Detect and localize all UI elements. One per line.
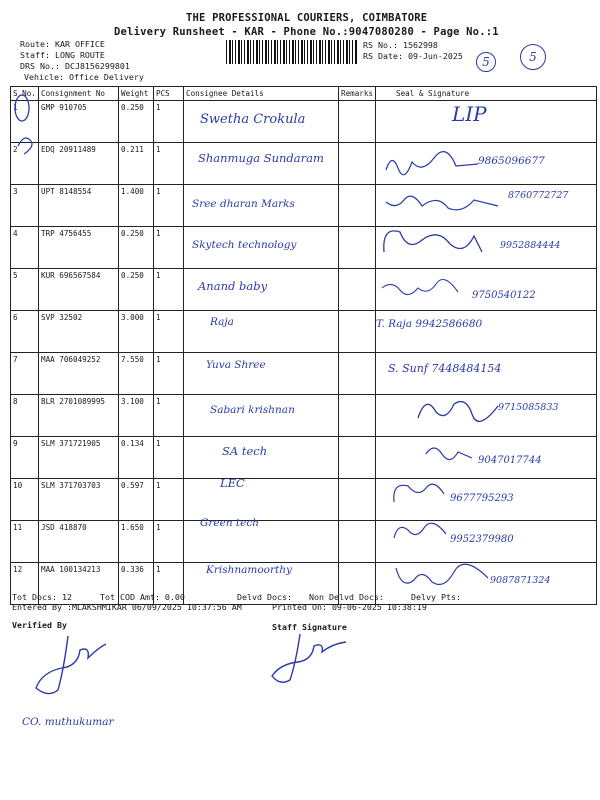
handwritten-consignee: Green tech: [200, 517, 260, 529]
row-consignment-no: GMP 910705: [39, 101, 119, 143]
row-consignment-no: JSD 418870: [39, 521, 119, 563]
signature-scribble: [412, 392, 502, 424]
row-remarks: [339, 101, 376, 143]
row-consignment-no: MAA 706049252: [39, 353, 119, 395]
col-weight: Weight: [119, 87, 154, 101]
non-delivered-docs: Non Delvd Docs:: [309, 592, 384, 602]
row-weight: 0.597: [119, 479, 154, 521]
row-remarks: [339, 311, 376, 353]
row-sno: 5: [11, 269, 39, 311]
staff-signature: [266, 628, 356, 688]
vehicle-label: Vehicle: Office Delivery: [24, 72, 144, 82]
table-row: [11, 353, 597, 395]
signature-scribble: [390, 520, 450, 544]
row-consignment-no: KUR 696567584: [39, 269, 119, 311]
rs-number: RS No.: 1562998: [363, 40, 438, 50]
signature-scribble: [382, 188, 502, 218]
handwritten-consignee: Krishnamoorthy: [206, 564, 292, 576]
seal-signature-text: 8760772727: [508, 190, 569, 201]
handwritten-consignee: Yuva Shree: [206, 359, 266, 371]
row-remarks: [339, 437, 376, 479]
row-sno: 10: [11, 479, 39, 521]
row-weight: 7.550: [119, 353, 154, 395]
row-consignment-no: SLM 371703703: [39, 479, 119, 521]
col-consignee-details: Consignee Details: [184, 87, 339, 101]
seal-signature-text: 9750540122: [472, 290, 536, 301]
row-sno: 3: [11, 185, 39, 227]
company-title: THE PROFESSIONAL COURIERS, COIMBATORE: [186, 12, 428, 24]
printed-on: Printed On: 09-06-2025 10:38:19: [272, 602, 427, 612]
table-header-row: [11, 87, 597, 101]
col-sno: S.No.: [11, 87, 39, 101]
row-sno: 7: [11, 353, 39, 395]
row-pcs: 1: [154, 143, 184, 185]
row-weight: 0.134: [119, 437, 154, 479]
delivery-points: Delvy Pts:: [411, 592, 461, 602]
row-weight: 1.400: [119, 185, 154, 227]
row-remarks: [339, 521, 376, 563]
handwritten-consignee: Shanmuga Sundaram: [198, 151, 324, 165]
row-pcs: 1: [154, 185, 184, 227]
col-pcs: PCS: [154, 87, 184, 101]
signature-scribble: [382, 148, 482, 178]
seal-signature-text: T. Raja 9942586680: [376, 318, 483, 330]
row-consignee: [184, 479, 339, 521]
handwritten-consignee: Swetha Crokula: [200, 112, 306, 127]
signature-scribble: [424, 440, 474, 464]
verifier-signature: [28, 628, 118, 703]
row-remarks: [339, 353, 376, 395]
row-sno: 9: [11, 437, 39, 479]
handwritten-consignee: Sree dharan Marks: [192, 198, 295, 210]
row-pcs: 1: [154, 563, 184, 605]
handwritten-consignee: Skytech technology: [192, 239, 297, 251]
seal-signature-text: 9952379980: [450, 534, 514, 545]
row-seal: [376, 311, 597, 353]
seal-signature-text: 9677795293: [450, 493, 514, 504]
total-docs: Tot Docs: 12: [12, 592, 72, 602]
signature-scribble: [392, 560, 492, 590]
row-pcs: 1: [154, 395, 184, 437]
handwritten-verifier-name: CO. muthukumar: [22, 716, 114, 728]
row-pcs: 1: [154, 437, 184, 479]
seal-signature-text: S. Sunf 7448484154: [388, 362, 502, 375]
row-remarks: [339, 185, 376, 227]
rs-date: RS Date: 09-Jun-2025: [363, 51, 463, 61]
row-consignee: [184, 311, 339, 353]
verified-by-label: Verified By: [12, 620, 67, 630]
row-pcs: 1: [154, 269, 184, 311]
drs-number: DRS No.: DCJ8156299801: [20, 61, 130, 71]
row-sno: 6: [11, 311, 39, 353]
row-weight: 0.250: [119, 269, 154, 311]
signature-scribble: [380, 278, 470, 302]
row-sno: 1: [11, 101, 39, 143]
row-consignment-no: SLM 371721905: [39, 437, 119, 479]
circled-mark: 5: [476, 52, 496, 72]
row-weight: 3.000: [119, 311, 154, 353]
row-weight: 0.211: [119, 143, 154, 185]
col-remarks: Remarks: [339, 87, 376, 101]
row-weight: 0.336: [119, 563, 154, 605]
seal-signature-text: 9865096677: [478, 155, 545, 167]
table-row: [11, 311, 597, 353]
handwritten-consignee: LEC: [220, 476, 245, 490]
seal-signature-text: 9952884444: [500, 240, 561, 251]
handwritten-consignee: Sabari krishnan: [210, 404, 295, 416]
row-pcs: 1: [154, 353, 184, 395]
handwritten-consignee: SA tech: [222, 444, 268, 458]
table-row: [11, 395, 597, 437]
row-sno: 11: [11, 521, 39, 563]
row-weight: 3.100: [119, 395, 154, 437]
runsheet-subtitle: Delivery Runsheet - KAR - Phone No.:9047080280 - Page No.:1: [114, 26, 499, 38]
delivered-docs: Delvd Docs:: [237, 592, 292, 602]
entered-by: Entered By :MLAKSHMIKAR 06/09/2025 10:37:56 AM: [12, 602, 242, 612]
row-pcs: 1: [154, 521, 184, 563]
row-sno: 2: [11, 143, 39, 185]
row-remarks: [339, 479, 376, 521]
seal-signature-text: 9047017744: [478, 455, 542, 466]
row-pcs: 1: [154, 311, 184, 353]
row-remarks: [339, 143, 376, 185]
row-remarks: [339, 395, 376, 437]
row-consignment-no: TRP 4756455: [39, 227, 119, 269]
row-sno: 8: [11, 395, 39, 437]
staff-signature-label: Staff Signature: [272, 622, 347, 632]
col-consignment-no: Consignment No: [39, 87, 119, 101]
row-check-mark: [12, 90, 36, 160]
seal-signature-text: 9715085833: [498, 402, 559, 413]
row-consignment-no: UPT 8148554: [39, 185, 119, 227]
signature-scribble: [388, 478, 448, 508]
row-pcs: 1: [154, 101, 184, 143]
row-consignment-no: EDQ 20911489: [39, 143, 119, 185]
barcode: [226, 40, 358, 64]
total-cod-amount: Tot COD Amt: 0.00: [100, 592, 185, 602]
row-weight: 0.250: [119, 101, 154, 143]
col-seal-signature: Seal & Signature: [376, 87, 597, 101]
row-consignment-no: SVP 32502: [39, 311, 119, 353]
staff-label: Staff: LONG ROUTE: [20, 50, 105, 60]
seal-signature-text: 9087871324: [490, 575, 551, 586]
row-weight: 1.650: [119, 521, 154, 563]
row-weight: 0.250: [119, 227, 154, 269]
row-consignment-no: MAA 100134213: [39, 563, 119, 605]
handwritten-consignee: Anand baby: [198, 279, 268, 293]
row-sno: 4: [11, 227, 39, 269]
row-sno: 12: [11, 563, 39, 605]
circled-mark: 5: [520, 44, 546, 70]
row-remarks: [339, 227, 376, 269]
seal-signature-text: LIP: [452, 102, 487, 126]
row-pcs: 1: [154, 479, 184, 521]
signature-scribble: [378, 222, 498, 262]
row-consignment-no: BLR 2701089995: [39, 395, 119, 437]
handwritten-consignee: Raja: [210, 316, 234, 328]
row-pcs: 1: [154, 227, 184, 269]
row-remarks: [339, 269, 376, 311]
route-label: Route: KAR OFFICE: [20, 39, 105, 49]
